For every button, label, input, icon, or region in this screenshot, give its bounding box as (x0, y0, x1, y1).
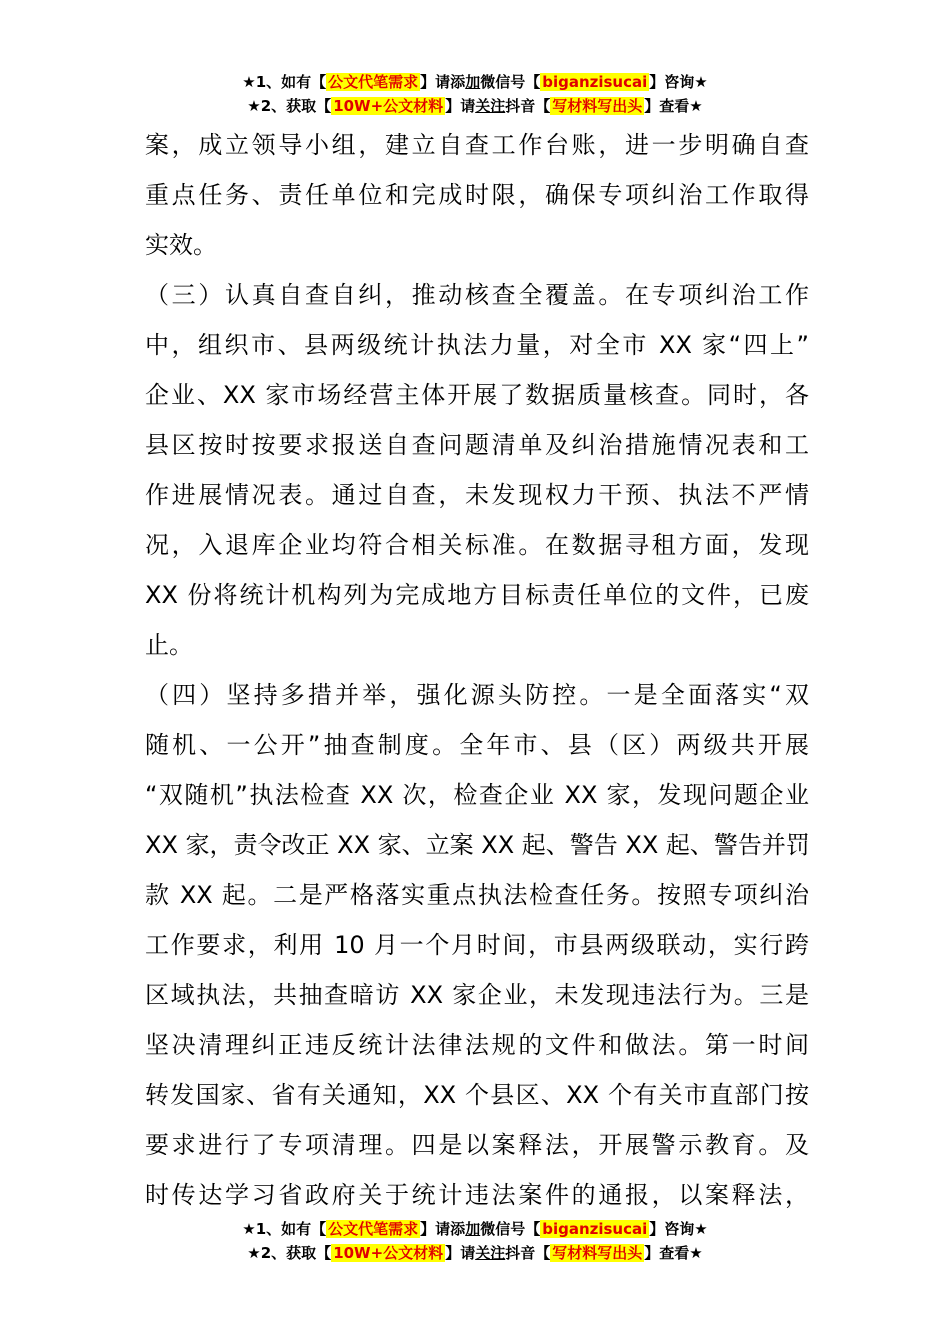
banner-underlined: 加 (465, 1220, 481, 1238)
banner-text: 】请 (445, 97, 476, 115)
banner-highlight: 写材料写出头 (552, 1244, 643, 1262)
banner-text: 】请 (445, 1244, 476, 1262)
banner-text: 】查看★ (644, 1244, 703, 1262)
banner-highlight: 10W+公文材料 (333, 97, 444, 115)
banner-text: 抖音【 (505, 1244, 551, 1262)
banner-highlight: 公文代笔需求 (328, 1220, 419, 1238)
banner-underlined: 加 (465, 73, 481, 91)
body-line: 随机、一公开”抽查制度。全年市、县（区）两级共开展 (145, 731, 809, 759)
banner-text: ★1、如有【 (242, 1220, 327, 1238)
banner-highlight: biganzisucai (542, 73, 648, 91)
body-line: 止。 (145, 631, 193, 659)
body-line: （四）坚持多措并举，强化源头防控。一是全面落实“双 (145, 681, 809, 709)
banner-line-2 (0, 94, 950, 118)
banner-highlight: biganzisucai (542, 1220, 648, 1238)
body-line: 区域执法，共抽查暗访 XX 家企业，未发现违法行为。三是 (145, 981, 809, 1009)
body-line: XX 家，责令改正 XX 家、立案 XX 起、警告 XX 起、警告并罚 (145, 831, 810, 859)
banner-line-1 (0, 70, 950, 94)
banner-text: 】请添 (420, 73, 466, 91)
banner-text: 】请添 (420, 1220, 466, 1238)
body-line: 款 XX 起。二是严格落实重点执法检查任务。按照专项纠治 (145, 881, 809, 909)
header-banner (0, 70, 950, 118)
footer-banner (0, 1217, 950, 1265)
body-line: 转发国家、省有关通知，XX 个县区、XX 个有关市直部门按 (145, 1081, 809, 1109)
body-line: （三）认真自查自纠，推动核查全覆盖。在专项纠治工作 (145, 281, 809, 309)
banner-text: 】咨询★ (649, 73, 708, 91)
banner-underlined: 关注 (475, 97, 506, 115)
banner-line-2 (0, 1241, 950, 1265)
body-line: XX 份将统计机构列为完成地方目标责任单位的文件，已废 (145, 581, 809, 609)
document-body (145, 120, 809, 1220)
body-line: 县区按时按要求报送自查问题清单及纠治措施情况表和工 (145, 431, 809, 459)
body-line: 坚决清理纠正违反统计法律法规的文件和做法。第一时间 (145, 1031, 809, 1059)
body-line: 企业、XX 家市场经营主体开展了数据质量核查。同时，各 (145, 381, 809, 409)
banner-text: 】查看★ (644, 97, 703, 115)
banner-text: ★1、如有【 (242, 73, 327, 91)
body-line: 实效。 (145, 231, 217, 259)
banner-text: 抖音【 (505, 97, 551, 115)
body-line: 况，入退库企业均符合相关标准。在数据寻租方面，发现 (145, 531, 809, 559)
banner-text: ★2、获取【 (247, 97, 332, 115)
banner-highlight: 写材料写出头 (552, 97, 643, 115)
banner-highlight: 公文代笔需求 (328, 73, 419, 91)
banner-text: 微信号【 (480, 73, 541, 91)
body-line: 时传达学习省政府关于统计违法案件的通报，以案释法， (145, 1181, 809, 1209)
body-line: 作进展情况表。通过自查，未发现权力干预、执法不严情 (145, 481, 809, 509)
body-line: 工作要求，利用 10 月一个月时间，市县两级联动，实行跨 (145, 931, 809, 959)
body-line: “双随机”执法检查 XX 次，检查企业 XX 家，发现问题企业 (145, 781, 809, 809)
banner-highlight: 10W+公文材料 (333, 1244, 444, 1262)
body-line: 中，组织市、县两级统计执法力量，对全市 XX 家“四上” (145, 331, 809, 359)
banner-underlined: 关注 (475, 1244, 506, 1262)
body-line: 案，成立领导小组，建立自查工作台账，进一步明确自查 (145, 131, 809, 159)
body-line: 重点任务、责任单位和完成时限，确保专项纠治工作取得 (145, 181, 809, 209)
banner-text: ★2、获取【 (247, 1244, 332, 1262)
banner-line-1 (0, 1217, 950, 1241)
banner-text: 微信号【 (480, 1220, 541, 1238)
banner-text: 】咨询★ (649, 1220, 708, 1238)
body-line: 要求进行了专项清理。四是以案释法，开展警示教育。及 (145, 1131, 809, 1159)
